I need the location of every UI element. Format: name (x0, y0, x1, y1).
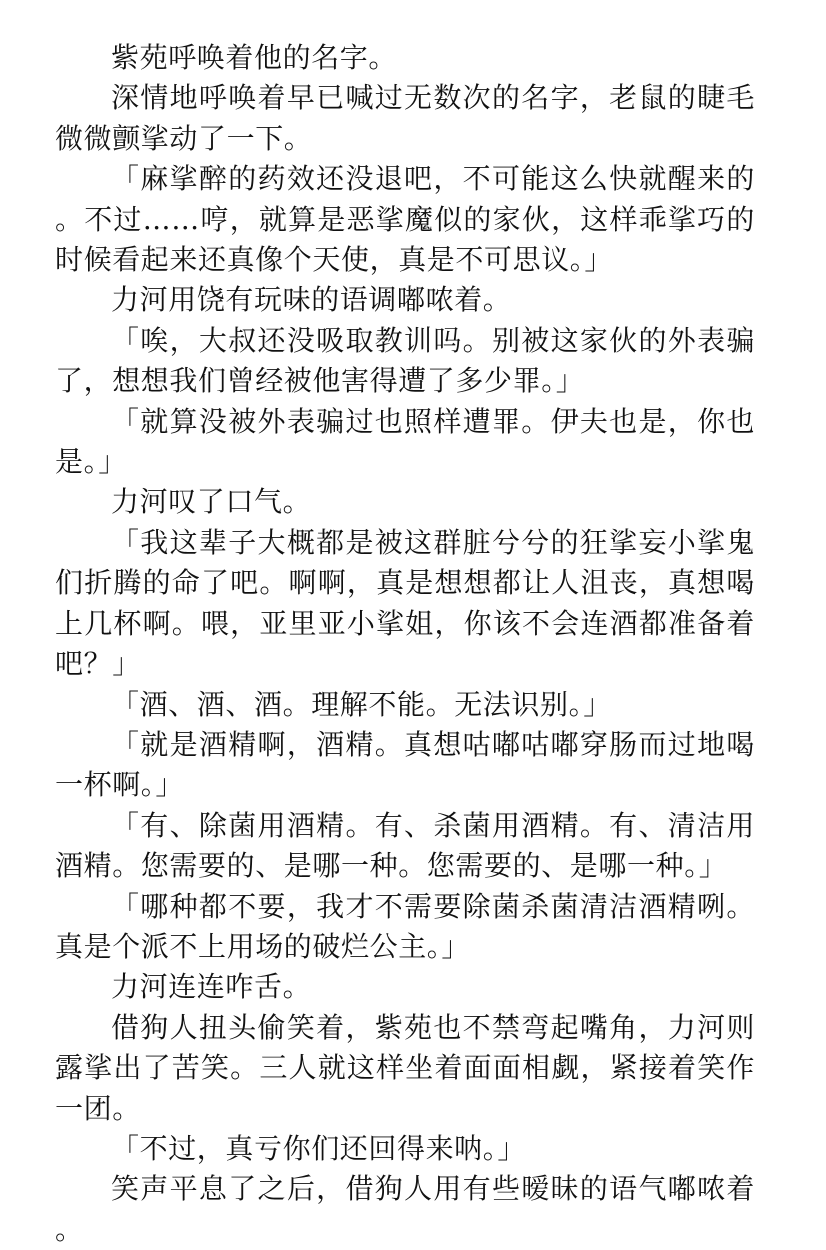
paragraph: 力河连连咋舌。 (111, 970, 312, 1004)
paragraph: 「唉，大叔还没吸取教训吗。别被这家伙的外表骗了，想想我们曾经被他害得遭了多少罪。」 (55, 323, 755, 398)
paragraph: 深情地呼唤着早已喊过无数次的名字，老鼠的睫毛微微颤挲动了一下。 (55, 81, 755, 155)
paragraph: 「我这辈子大概都是被这群脏兮兮的狂挲妄小挲鬼们折腾的命了吧。啊啊，真是想想都让人沮丧，真想喝上几杯啊。喂，亚里亚小挲姐，你该不会连酒都准备着吧？」 (55, 525, 755, 681)
paragraph: 「有、除菌用酒精。有、杀菌用酒精。有、清洁用酒精。您需要的、是哪一种。您需要的、是哪一种。」 (55, 808, 755, 883)
paragraph: 力河用饶有玩味的语调嘟哝着。 (111, 283, 512, 317)
paragraph: 「哪种都不要，我才不需要除菌杀菌清洁酒精咧。真是个派不上用场的破烂公主。」 (55, 889, 755, 963)
paragraph: 紫苑呼唤着他的名字。 (111, 41, 398, 74)
paragraph: 借狗人扭头偷笑着，紫苑也不禁弯起嘴角，力河则露挲出了苦笑。三人就这样坐着面面相觑，紧接着笑作一团。 (55, 1010, 755, 1125)
paragraph: 力河叹了口气。 (111, 485, 312, 519)
paragraph: 「就是酒精啊，酒精。真想咕嘟咕嘟穿肠而过地喝一杯啊。」 (55, 727, 755, 802)
paragraph: 「酒、酒、酒。理解不能。无法识别。」 (111, 687, 612, 721)
paragraph: 「麻挲醉的药效还没退吧，不可能这么快就醒来的。不过……哼，就算是恶挲魔似的家伙，这样乖挲巧的时候看起来还真像个天使，真是不可思议。」 (55, 162, 755, 277)
paragraph: 「不过，真亏你们还回得来呐。」 (111, 1131, 527, 1165)
body-text (55, 38, 755, 1250)
paragraph: 「就算没被外表骗过也照样遭罪。伊夫也是，你也是。」 (55, 404, 755, 479)
paragraph: 笑声平息了之后，借狗人用有些暧昧的语气嘟哝着。 (55, 1172, 755, 1246)
